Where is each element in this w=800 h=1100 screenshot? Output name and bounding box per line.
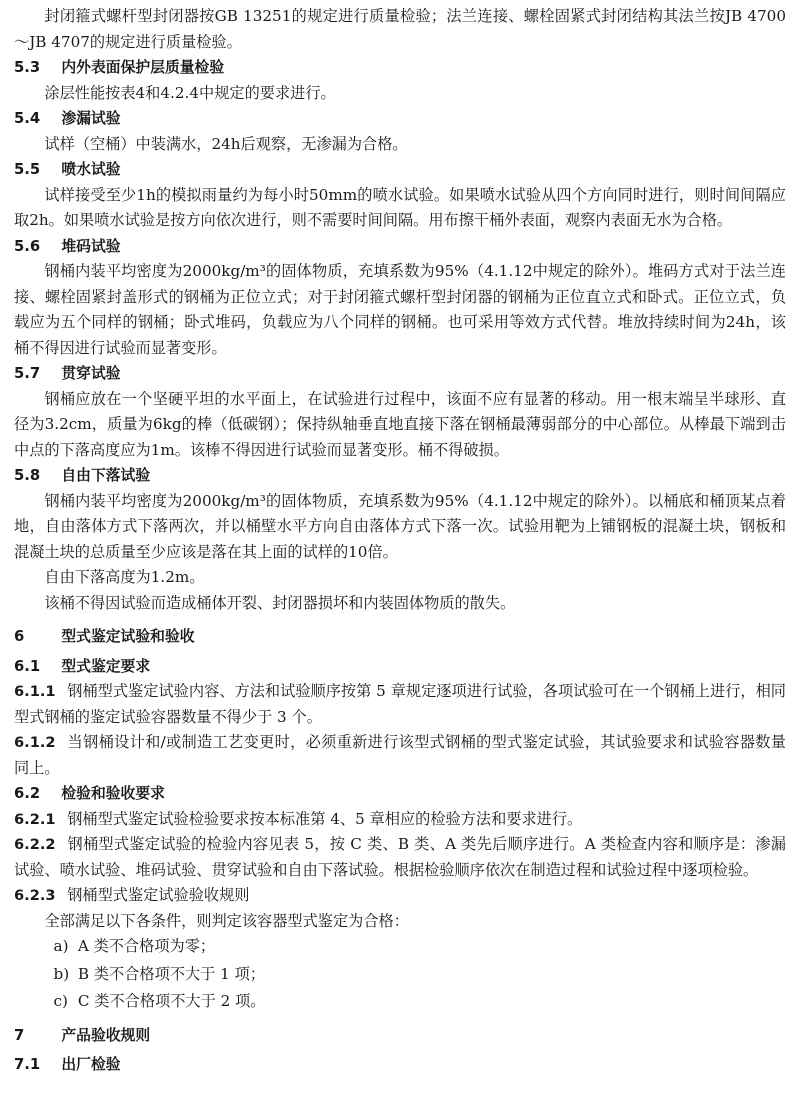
clause xyxy=(14,679,786,730)
section-title: 型式鉴定要求 xyxy=(61,657,151,675)
section-number: 5.8 xyxy=(14,467,41,484)
list-item xyxy=(14,962,786,988)
section-number: 5.4 xyxy=(14,110,41,127)
clause xyxy=(14,807,786,833)
section-heading xyxy=(14,106,786,132)
section-heading xyxy=(14,463,786,489)
clause xyxy=(14,730,786,781)
list-marker: b) xyxy=(53,964,70,983)
list-marker: c) xyxy=(53,992,68,1010)
section-number: 6.2 xyxy=(14,785,41,802)
section-heading xyxy=(14,1052,786,1078)
paragraph: 该桶不得因试验而造成桶体开裂、封闭器损坏和内装固体物质的散失。 xyxy=(44,593,516,612)
section-title: 喷水试验 xyxy=(61,161,121,178)
clause-number: 6.2.2 xyxy=(14,836,56,853)
list-text: B 类不合格项不大于 1 项； xyxy=(77,964,266,983)
section-number: 5.7 xyxy=(14,365,41,382)
section-number: 6 xyxy=(14,628,25,645)
section-heading xyxy=(14,361,786,387)
section-title: 贯穿试验 xyxy=(61,365,121,382)
clause xyxy=(14,832,786,883)
section-heading xyxy=(14,781,786,807)
section-title: 渗漏试验 xyxy=(61,110,121,127)
clause-text: 钢桶型式鉴定试验验收规则 xyxy=(67,886,250,904)
section-heading xyxy=(14,157,786,183)
section-heading xyxy=(14,624,786,650)
paragraph: 试样接受至少1h的模拟雨量约为每小时50mm的喷水试验。如果喷水试验从四个方向同时进行，则时间间隔应取2h。如果喷水试验是按方向依次进行，则不需要时间间隔。用布擦干桶外表面，观察内表面无水为合格。 xyxy=(14,185,786,229)
paragraph: 自由下落高度为1.2m。 xyxy=(44,568,205,586)
section-heading xyxy=(14,1023,786,1049)
list-text: C 类不合格项不大于 2 项。 xyxy=(77,992,266,1010)
section-number: 6.1 xyxy=(14,657,41,675)
section-number: 5.5 xyxy=(14,161,41,178)
section-heading xyxy=(14,55,786,81)
list-item xyxy=(14,989,786,1015)
paragraph: 封闭箍式螺杆型封闭器按GB 13251的规定进行质量检验；法兰连接、螺栓固紧式封闭结构其法兰按JB 4700～JB 4707的规定进行质量检验。 xyxy=(14,7,786,51)
clause-number: 6.1.1 xyxy=(14,683,56,700)
paragraph: 试样（空桶）中装满水，24h后观察，无渗漏为合格。 xyxy=(44,134,408,153)
section-number: 7.1 xyxy=(14,1056,41,1073)
paragraph: 全部满足以下各条件，则判定该容器型式鉴定为合格： xyxy=(44,911,409,930)
paragraph: 钢桶内装平均密度为2000kg/m³的固体物质，充填系数为95%（4.1.12中规定的除外）。以桶底和桶顶某点着地，自由落体方式下落两次，并以桶壁水平方向自由落体方式下落一次。试验用靶为上铺钢板的混凝土块，钢板和混凝土块的总质量至少应该是落在其上面的试样的10倍。 xyxy=(14,491,786,561)
paragraph: 涂层性能按表4和4.2.4中规定的要求进行。 xyxy=(44,83,336,102)
section-number: 5.6 xyxy=(14,237,41,255)
section-heading xyxy=(14,234,786,260)
section-title: 堆码试验 xyxy=(61,237,121,255)
section-title: 型式鉴定试验和验收 xyxy=(61,628,195,645)
clause-number: 6.2.1 xyxy=(14,810,56,828)
paragraph: 钢桶应放在一个坚硬平坦的水平面上，在试验进行过程中，该面不应有显著的移动。用一根末端呈半球形、直径为3.2cm，质量为6kg的棒（低碳钢）；保持纵轴垂直地直接下落在钢桶最薄弱部分的中心部位。从棒最下端到击中点的下落高度应为1m。该棒不得因进行试验而显著变形。桶不得破损。 xyxy=(14,389,786,459)
clause-text: 钢桶型式鉴定试验的检验内容见表 5，按 C 类、B 类、A 类先后顺序进行。A 类检查内容和顺序是：渗漏试验、喷水试验、堆码试验、贯穿试验和自由下落试验。根据检验顺序依次在制造过程和试验过程中逐项检验。 xyxy=(14,835,786,879)
clause-text: 钢桶型式鉴定试验内容、方法和试验顺序按第 5 章规定逐项进行试验，各项试验可在一个钢桶上进行，相同型式钢桶的鉴定试验容器数量不得少于 3 个。 xyxy=(14,682,786,726)
paragraph: 钢桶内装平均密度为2000kg/m³的固体物质，充填系数为95%（4.1.12中规定的除外）。堆码方式对于法兰连接、螺栓固紧封盖形式的钢桶为正位立式；对于封闭箍式螺杆型封闭器的钢桶为正位直立式和卧式。正位立式，负载应为五个同样的钢桶；卧式堆码，负载应为八个同样的钢桶。也可采用等效方式代替。堆放持续时间为24h，该桶不得因进行试验而显著变形。 xyxy=(14,262,786,357)
section-title: 出厂检验 xyxy=(61,1056,121,1073)
clause-text: 钢桶型式鉴定试验检验要求按本标准第 4、5 章相应的检验方法和要求进行。 xyxy=(67,809,583,828)
section-title: 内外表面保护层质量检验 xyxy=(61,59,225,76)
section-title: 检验和验收要求 xyxy=(61,785,165,802)
section-title: 自由下落试验 xyxy=(61,467,151,484)
clause-number: 6.2.3 xyxy=(14,887,56,904)
section-number: 7 xyxy=(14,1026,25,1044)
section-number: 5.3 xyxy=(14,59,41,76)
clause-number: 6.1.2 xyxy=(14,734,56,751)
list-item xyxy=(14,934,786,960)
clause xyxy=(14,883,786,909)
clause-text: 当钢桶设计和/或制造工艺变更时，必须重新进行该型式钢桶的型式鉴定试验，其试验要求和试验容器数量同上。 xyxy=(14,733,786,777)
section-title: 产品验收规则 xyxy=(61,1026,151,1044)
section-heading xyxy=(14,654,786,680)
list-marker: a) xyxy=(53,937,69,955)
list-text: A 类不合格项为零； xyxy=(77,937,216,955)
